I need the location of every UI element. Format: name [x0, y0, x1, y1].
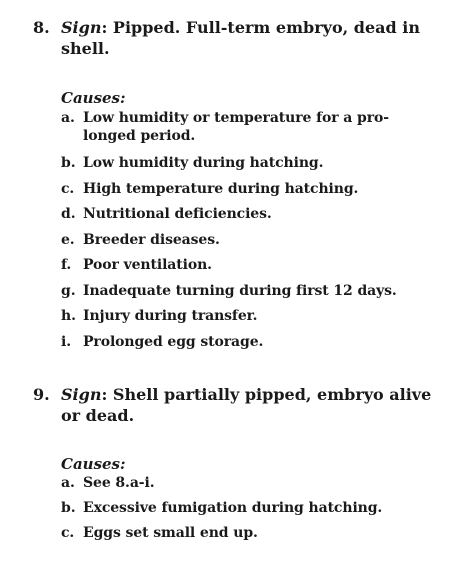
- cause-text: Injury during transfer.: [83, 308, 258, 324]
- cause-letter: b.: [61, 500, 76, 516]
- cause-text: Prolonged egg storage.: [83, 333, 264, 350]
- cause-letter: g.: [61, 282, 76, 299]
- sign-text-line-2: or dead.: [61, 406, 135, 425]
- cause-item: [61, 179, 451, 205]
- cause-text: Low humidity during hatching.: [83, 155, 324, 171]
- section-number: 8.: [33, 18, 50, 37]
- cause-item: [61, 230, 451, 256]
- cause-item: [61, 498, 451, 523]
- causes-heading-8: Causes:: [61, 89, 126, 107]
- cause-text: High temperature during hatching.: [83, 180, 359, 197]
- cause-letter: c.: [61, 525, 75, 541]
- cause-letter: e.: [61, 231, 75, 248]
- sign-label: Sign: [61, 18, 102, 37]
- causes-list-8: [61, 109, 451, 357]
- sign-text-line-2: shell.: [61, 39, 110, 58]
- cause-letter: d.: [61, 206, 76, 222]
- causes-heading-9: Causes:: [61, 455, 126, 473]
- cause-item: [61, 109, 451, 153]
- sign-text-line-1: : Shell partially pipped, embryo alive: [101, 385, 432, 404]
- cause-text: Nutritional deficiencies.: [83, 206, 272, 222]
- cause-item: [61, 204, 451, 230]
- cause-letter: f.: [61, 257, 72, 273]
- sign-label: Sign: [61, 385, 102, 404]
- sign-text-line-1: : Pipped. Full-term embryo, dead in: [101, 18, 420, 37]
- cause-text-cont: longed period.: [83, 128, 196, 144]
- sign-heading-8: [33, 17, 453, 59]
- cause-letter: i.: [61, 333, 71, 350]
- cause-item: [61, 332, 451, 358]
- section-number: 9.: [33, 385, 50, 404]
- cause-item: [61, 306, 451, 332]
- cause-text: Poor ventilation.: [83, 257, 212, 273]
- cause-letter: a.: [61, 110, 75, 126]
- cause-text: Low humidity or temperature for a pro-: [83, 110, 389, 126]
- cause-text: Eggs set small end up.: [83, 525, 258, 541]
- cause-text: Inadequate turning during first 12 days.: [83, 282, 397, 299]
- cause-letter: c.: [61, 180, 75, 197]
- cause-letter: h.: [61, 308, 76, 324]
- cause-item: [61, 473, 451, 498]
- cause-letter: b.: [61, 155, 76, 171]
- cause-item: [61, 255, 451, 281]
- cause-text: Breeder diseases.: [83, 231, 220, 248]
- cause-item: [61, 153, 451, 179]
- cause-item: [61, 523, 451, 548]
- cause-letter: a.: [61, 475, 75, 491]
- causes-list-9: [61, 473, 451, 548]
- cause-text: Excessive fumigation during hatching.: [83, 500, 383, 516]
- sign-heading-9: [33, 384, 453, 426]
- cause-item: [61, 281, 451, 307]
- cause-text: See 8.a-i.: [83, 475, 155, 491]
